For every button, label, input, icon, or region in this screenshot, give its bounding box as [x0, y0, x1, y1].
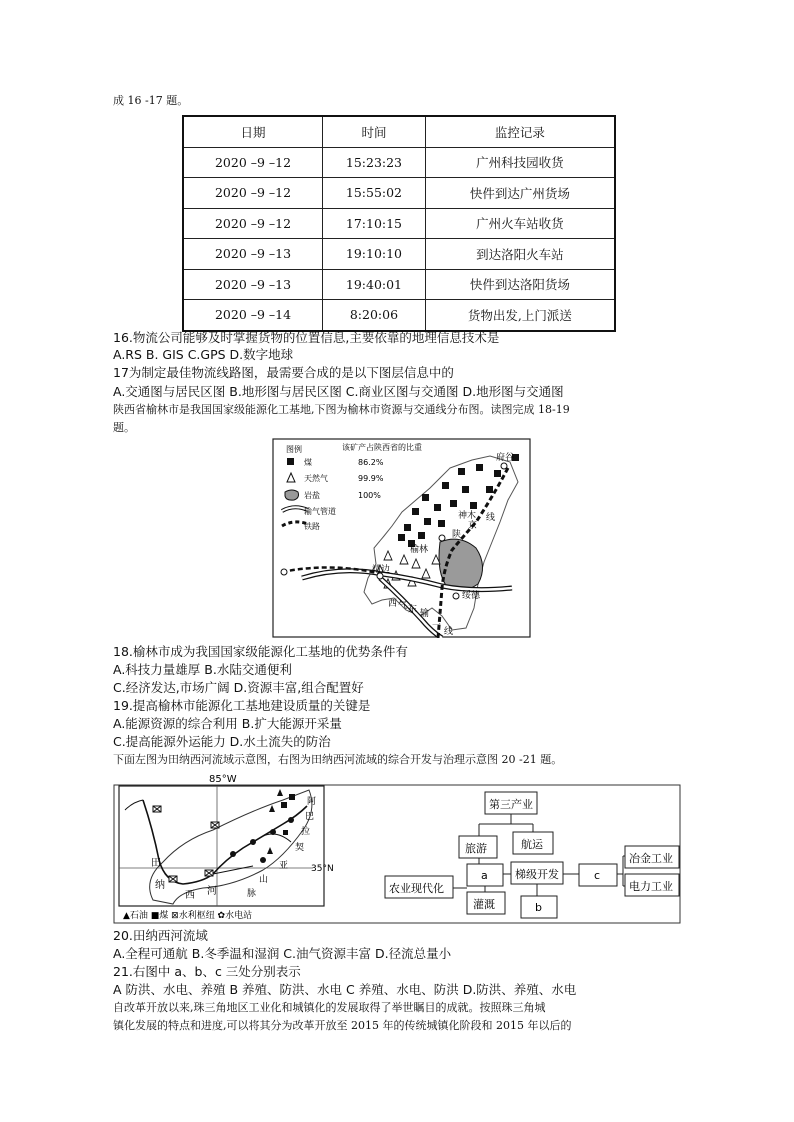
question-18: 18.榆林市成为我国国家级能源化工基地的优势条件有 [113, 644, 408, 659]
label-dong: 东 [408, 605, 418, 615]
question-17: 17为制定最佳物流线路图，最需要合成的是以下图层信息中的 [113, 365, 454, 380]
label-river-4: 河 [207, 886, 217, 897]
header-time: 时间 [323, 116, 426, 147]
table-row [183, 269, 615, 300]
table-row [183, 239, 615, 270]
cell-time: 19:10:10 [323, 239, 426, 270]
cell-record: 广州科技园收货 [425, 147, 615, 178]
label-xian3: 线 [444, 627, 454, 637]
cell-date: 2020 –9 –12 [183, 178, 323, 209]
label-jing: 京 [468, 521, 478, 531]
cell-record: 快件到达广州货场 [425, 178, 615, 209]
box-irrigation: 灌溉 [473, 898, 495, 911]
salt-legend-icon [285, 490, 299, 500]
label-fugu: 府谷 [496, 453, 515, 463]
question-18-options-a: A.科技力量雄厚 B.水陆交通便利 [113, 662, 292, 677]
label-mountain-6: 山 [259, 875, 269, 885]
box-c: c [594, 869, 601, 882]
label-shu: 输 [420, 609, 430, 619]
label-yi: 一 [432, 621, 442, 631]
box-power: 电力工业 [629, 880, 673, 893]
question-17-options: A.交通图与居民区图 B.地形图与居民区图 C.商业区图与交通图 D.地形图与交通图 [113, 384, 564, 399]
basin-legend: ▲石油 ■煤 ⊠水利枢纽 ✿水电站 [123, 911, 253, 921]
cell-record: 快件到达洛阳货场 [425, 269, 615, 300]
cell-date: 2020 –9 –13 [183, 269, 323, 300]
cell-time: 17:10:15 [323, 208, 426, 239]
legend-pipeline: 输气管道 [304, 507, 336, 516]
question-16-options: A.RS B. GIS C.GPS D.数字地球 [113, 347, 294, 362]
box-b: b [535, 901, 542, 914]
table-row [183, 147, 615, 178]
label-mountain-4: 契 [295, 843, 305, 853]
box-shipping: 航运 [521, 838, 543, 851]
label-xi: 西 [388, 599, 398, 609]
table-row [183, 300, 615, 331]
passage-line-1: 自改革开放以来,珠三角地区工业化和城镇化的发展取得了举世瞩目的成就。按照珠三角城 [113, 1001, 546, 1014]
question-16: 16.物流公司能够及时掌握货物的位置信息,主要依靠的地理信息技术是 [113, 330, 500, 345]
label-shan: 陕 [452, 530, 462, 540]
legend-salt: 岩盐 [304, 491, 320, 500]
latitude-label: 35°N [311, 864, 334, 874]
cell-time: 15:23:23 [323, 147, 426, 178]
cell-date: 2020 –9 –12 [183, 208, 323, 239]
question-20: 20.田纳西河流域 [113, 928, 208, 943]
label-mountain-3: 拉 [301, 827, 311, 837]
passage-line-2: 镇化发展的特点和进度,可以将其分为改革开放至 2015 年的传统城镇化阶段和 2015 年以后的 [113, 1019, 572, 1032]
label-jingbian: 靖边 [372, 565, 391, 575]
label-yulin: 榆林 [410, 545, 429, 555]
intro-18-19-cont: 题。 [113, 421, 135, 434]
box-tertiary: 第三产业 [489, 798, 533, 811]
legend-gas: 天然气 [304, 474, 328, 483]
header-date: 日期 [183, 116, 323, 147]
cell-time: 8:20:06 [323, 300, 426, 331]
table-header-row [183, 116, 615, 147]
label-mountain-2: 巴 [305, 812, 315, 822]
cell-record: 货物出发,上门派送 [425, 300, 615, 331]
cell-date: 2020 –9 –12 [183, 147, 323, 178]
question-19-options-b: C.提高能源外运能力 D.水土流失的防治 [113, 734, 331, 749]
table-row [183, 178, 615, 209]
label-shenmu: 神木 [458, 511, 477, 521]
label-mountain-1: 阿 [307, 797, 317, 807]
question-19: 19.提高榆林市能源化工基地建设质量的关键是 [113, 698, 371, 713]
intro-20-21: 下面左图为田纳西河流域示意图，右图为田纳西河流域的综合开发与治理示意图 20 -21 题。 [113, 753, 563, 766]
label-xian1: 线 [486, 513, 496, 523]
box-a: a [481, 869, 488, 882]
question-21-options: A 防洪、水电、养殖 B 养殖、防洪、水电 C 养殖、水电、防洪 D.防洪、养殖、水电 [113, 982, 577, 997]
share-title: 该矿产占陕西省的比重 [342, 443, 422, 452]
label-mountain-7: 脉 [247, 889, 257, 899]
cell-date: 2020 –9 –14 [183, 300, 323, 331]
legend-salt-value: 100% [358, 491, 381, 500]
label-river-2: 纳 [155, 880, 165, 891]
question-18-options-b: C.经济发达,市场广阔 D.资源丰富,组合配置好 [113, 680, 364, 695]
tennessee-figures [113, 770, 681, 925]
cell-record: 到达洛阳火车站 [425, 239, 615, 270]
coal-legend-icon [287, 458, 294, 465]
legend-railway: 铁路 [304, 522, 320, 531]
legend-coal: 煤 [304, 458, 312, 467]
longitude-label: 85°W [209, 774, 237, 785]
box-agri: 农业现代化 [389, 882, 444, 895]
cell-time: 15:55:02 [323, 178, 426, 209]
box-tourism: 旅游 [465, 842, 487, 855]
intro-18-19: 陕西省榆林市是我国国家级能源化工基地,下图为榆林市资源与交通线分布图。读图完成 18-19 [113, 403, 570, 416]
header-record: 监控记录 [425, 116, 615, 147]
cell-date: 2020 –9 –13 [183, 239, 323, 270]
label-river-3: 西 [185, 890, 195, 901]
legend-coal-value: 86.2% [358, 458, 384, 467]
question-20-options: A.全程可通航 B.冬季温和湿润 C.油气资源丰富 D.径流总量小 [113, 946, 452, 961]
label-river-1: 田 [151, 858, 161, 869]
label-mountain-5: 亚 [279, 861, 289, 871]
monitor-table [182, 115, 616, 332]
box-metallurgy: 冶金工业 [629, 852, 673, 865]
cell-record: 广州火车站收货 [425, 208, 615, 239]
table-row [183, 208, 615, 239]
box-ladder: 梯级开发 [515, 868, 559, 881]
question-19-options-a: A.能源资源的综合利用 B.扩大能源开采量 [113, 716, 342, 731]
legend-gas-value: 99.9% [358, 474, 384, 483]
yulin-resource-map [272, 438, 531, 638]
label-xian2: 气 [398, 601, 408, 611]
label-suide: 绥德 [462, 591, 481, 601]
intro-16-17: 成 16 -17 题。 [113, 94, 189, 107]
question-21: 21.右图中 a、b、c 三处分别表示 [113, 964, 301, 979]
cell-time: 19:40:01 [323, 269, 426, 300]
legend-title: 图例 [286, 445, 302, 454]
